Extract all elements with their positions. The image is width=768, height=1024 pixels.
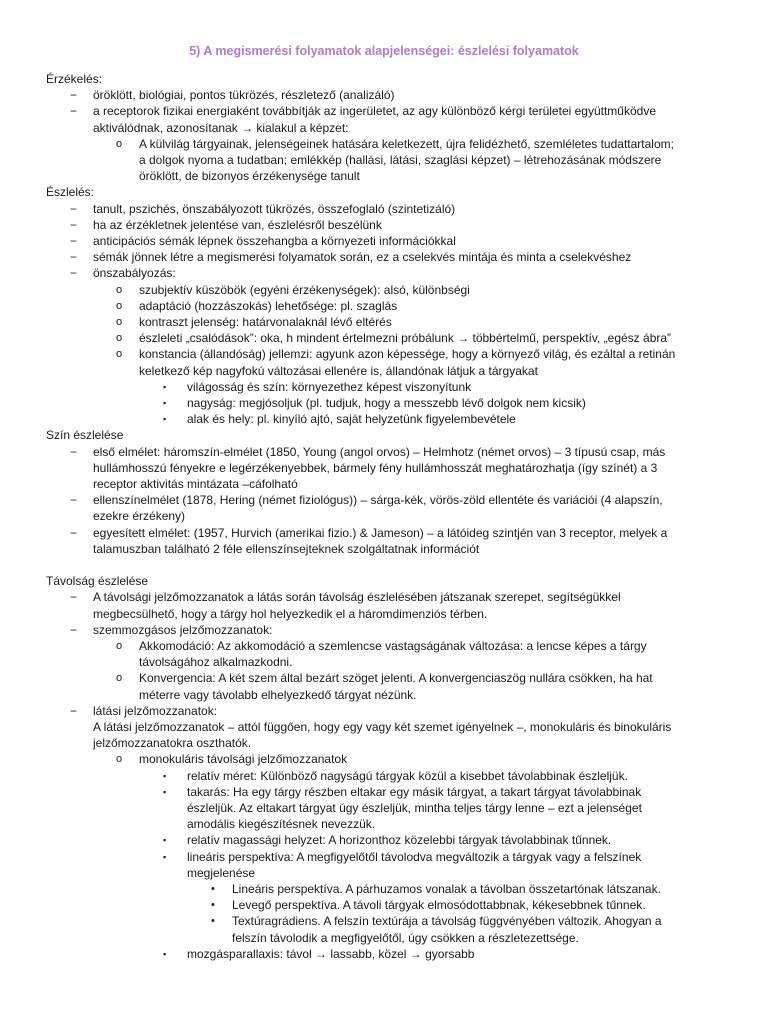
text-line [0, 298, 768, 314]
text-line [0, 687, 768, 703]
text-line [0, 930, 768, 946]
line-text: Textúragrádiens. A felszín textúrája a távolság függvényében változik. Ahogyan a [232, 914, 662, 929]
text-line [0, 282, 768, 298]
text-line [0, 508, 768, 524]
line-text: távolságához alkalmazkodni. [139, 655, 293, 670]
line-text: alak és hely: pl. kinyíló ajtó, saját helyzetünk figyelembevétele [187, 412, 516, 427]
circle-marker: o [116, 332, 123, 345]
text-line [0, 217, 768, 233]
text-line [0, 638, 768, 654]
line-text: megjelenése [187, 865, 256, 880]
square-bullet-icon: ▪ [163, 398, 167, 409]
line-text: egyesített elmélet: (1957, Hurvich (amerikai fizio.) & Jameson) – a látóideg szintjén van 3 receptor, melyek a [93, 525, 668, 540]
line-text: tanult, pszichés, önszabályozott tükrözés, összefoglaló (szintetizáló) [93, 201, 456, 216]
line-text: ezekre érzékeny) [93, 509, 186, 524]
dash-marker: − [70, 590, 78, 605]
text-line [0, 87, 768, 103]
text-line [0, 703, 768, 719]
square-bullet-icon: ▪ [163, 770, 167, 781]
text-line [0, 751, 768, 767]
square-bullet-icon: ▪ [163, 851, 167, 862]
text-line [0, 589, 768, 605]
line-text: konstancia (állandóság) jellemzi: agyunk azon képessége, hogy a környező világ, és ezáltal a retinán [139, 347, 676, 362]
text-line [0, 411, 768, 427]
text-line [0, 476, 768, 492]
text-line [0, 606, 768, 622]
text-line [0, 865, 768, 881]
document-title: 5) A megismerési folyamatok alapjelenségei: észlelési folyamatok [189, 44, 579, 58]
dash-marker: − [70, 266, 78, 281]
text-line [0, 832, 768, 848]
text-line [0, 654, 768, 670]
text-line [0, 622, 768, 638]
line-text: Szín észlelése [46, 428, 124, 443]
square-bullet-icon: ▪ [163, 381, 167, 392]
circle-marker: o [116, 299, 123, 312]
dash-marker: − [70, 201, 78, 216]
text-line [0, 249, 768, 265]
section-heading [0, 427, 768, 443]
text-line [0, 168, 768, 184]
text-line [0, 784, 768, 800]
circle-marker: o [116, 316, 123, 329]
text-line [0, 946, 768, 962]
text-line [0, 492, 768, 508]
line-text: felszín távolodik a megfigyelőtől, úgy csökken a részletezettsége. [232, 930, 579, 945]
text-line [0, 525, 768, 541]
dash-marker: − [70, 217, 78, 232]
dash-marker: − [70, 88, 78, 103]
line-text: talamuszban található 2 féle ellenszínsejteknek szolgáltatnak információt [93, 541, 480, 556]
dash-marker: − [70, 234, 78, 249]
text-line [0, 152, 768, 168]
section-heading [0, 573, 768, 589]
line-text: relatív méret: Különböző nagyságú tárgyak közül a kisebbet távolabbinak észleljük. [187, 768, 628, 783]
circle-marker: o [116, 672, 123, 685]
line-text: mozgásparallaxis: távol → lassabb, közel → gyorsabb [187, 946, 475, 961]
line-text: első elmélet: háromszín-elmélet (1850, Young (angol orvos) – Helmhotz (német orvos) – 3 típusú csap, más [93, 444, 666, 459]
line-text: látási jelzőmozzanatok: [93, 703, 218, 718]
line-text: Érzékelés: [46, 72, 103, 86]
line-text: világosság és szín: környezethez képest viszonyítunk [187, 379, 472, 394]
line-text: Lineáris perspektíva. A párhuzamos vonalak a távolban összetartónak látszanak. [232, 881, 661, 896]
text-line [0, 816, 768, 832]
line-text: sémák jönnek létre a megismerési folyamatok során, ez a cselekvés mintája és minta a cselekvéshez [93, 250, 632, 265]
line-text: szemmozgásos jelzőmozzanatok: [93, 622, 273, 637]
line-text: Távolság észlelése [46, 574, 149, 589]
square-bullet-icon: ▪ [163, 414, 167, 425]
line-text: megbecsülhető, hogy a tárgy hol helyezkedik el a háromdimenziós térben. [93, 606, 488, 621]
line-text: észleleti „csalódások”: oka, h mindent értelmezni próbálunk → többértelmű, perspektív, „egész ábra” [139, 331, 672, 346]
dash-marker: − [70, 444, 78, 459]
text-line [0, 201, 768, 217]
line-text: a dolgok nyoma a tudatban; emlékkép (hallási, látási, szaglási képzet) – létrehozásának módszere [139, 153, 662, 168]
line-text: relatív magassági helyzet: A horizonthoz közelebbi tárgyak távolabbinak tűnnek. [187, 833, 612, 848]
text-line [0, 330, 768, 346]
line-text: jelzőmozzanatokra oszthatók. [93, 736, 252, 751]
circle-marker: o [116, 639, 123, 652]
text-line [0, 897, 768, 913]
bullet-icon: • [211, 915, 215, 928]
text-line [0, 346, 768, 362]
circle-marker: o [116, 753, 123, 766]
dash-marker: − [70, 622, 78, 637]
square-bullet-icon: ▪ [163, 786, 167, 797]
line-text: öröklött, de bizonyos érzékenysége tanult [139, 169, 360, 184]
text-line [0, 103, 768, 119]
text-line [0, 670, 768, 686]
circle-marker: o [116, 283, 123, 296]
line-text: keletkező kép nagyfokú változásai ellenére is, állandónak látjuk a tárgyakat [139, 363, 538, 378]
text-line [0, 265, 768, 281]
line-text: Észlelés: [46, 185, 95, 200]
text-line [0, 314, 768, 330]
line-text: amodális kiegészítésnek nevezzük. [187, 817, 376, 832]
text-line [0, 881, 768, 897]
line-text: receptor aktivitás mintázata –cáfolható [93, 477, 298, 492]
bullet-icon: • [211, 882, 215, 895]
text-line [0, 136, 768, 152]
line-text: észleljük. Az eltakart tárgyat úgy észleljük, mintha teljes tárgy lenne – ezt a jelenséget [187, 800, 642, 815]
line-text: Levegő perspektíva. A távoli tárgyak elmosódottabbnak, kékesebbnek tűnnek. [232, 898, 646, 913]
section-heading [0, 184, 768, 200]
text-line [0, 460, 768, 476]
text-line [0, 735, 768, 751]
line-text: anticipációs sémák lépnek összehangba a környezeti információkkal [93, 234, 456, 249]
line-text: kontraszt jelenség: határvonalaknál lévő eltérés [139, 315, 392, 330]
line-text: hullámhosszú fényekre e legérzékenyebbek, bármely fény hullámhosszát meghatározhatja (így színét) a 3 [93, 460, 658, 475]
text-line [0, 120, 768, 136]
line-text: méterre vagy távolabb elhelyezkedő tárgyat nézünk. [139, 687, 417, 702]
line-text: ellenszínelmélet (1878, Hering (német fiziológus)) – sárga-kék, vörös-zöld ellentéte és variációi (4 alapszín, [93, 493, 663, 508]
section-heading [0, 71, 768, 87]
line-text: ha az érzékletnek jelentése van, észlelésről beszélünk [93, 217, 382, 232]
line-text: Akkomodáció: Az akkomodáció a szemlencse vastagságának változása: a lencse képes a tárgy [139, 638, 647, 653]
line-text: öröklött, biológiai, pontos tükrözés, részletező (analizáló) [93, 88, 395, 103]
dash-marker: − [70, 525, 78, 540]
text-line [0, 849, 768, 865]
dash-marker: − [70, 493, 78, 508]
line-text: A távolsági jelzőmozzanatok a látás során távolság észlelésében játszanak szerepet, segítségükkel [93, 590, 621, 605]
text-line [0, 541, 768, 557]
line-text: A látási jelzőmozzanatok – attól függően, hogy egy vagy két szemet igényelnek –, monokuláris és binokuláris [93, 719, 672, 734]
dash-marker: − [70, 104, 78, 119]
text-line [0, 444, 768, 460]
square-bullet-icon: ▪ [163, 948, 167, 959]
line-text: a receptorok fizikai energiaként továbbítják az ingerületet, az agy különböző kérgi területei együttműködve [93, 104, 656, 119]
text-line [0, 800, 768, 816]
line-text: takarás: Ha egy tárgy részben eltakar egy másik tárgyat, a takart tárgyat távolabbinak [187, 784, 642, 799]
line-text: monokuláris távolsági jelzőmozzanatok [139, 752, 348, 767]
circle-marker: o [116, 348, 123, 361]
document-body [0, 71, 768, 962]
line-text: önszabályozás: [93, 266, 176, 281]
dash-marker: − [70, 703, 78, 718]
text-line [0, 768, 768, 784]
text-line [0, 913, 768, 929]
dash-marker: − [70, 250, 78, 265]
line-text: Konvergencia: A két szem által bezárt szöget jelenti. A konvergenciaszög nullára csökken, ha hat [139, 671, 653, 686]
line-text: aktiválódnak, azonosítanak → kialakul a képzet: [93, 120, 349, 135]
spacer [0, 557, 768, 573]
text-line [0, 363, 768, 379]
line-text: adaptáció (hozzászokás) lehetősége: pl. szaglás [139, 298, 398, 313]
text-line [0, 719, 768, 735]
line-text: nagyság: megjósoljuk (pl. tudjuk, hogy a messzebb lévő dolgok nem kicsik) [187, 396, 586, 411]
text-line [0, 379, 768, 395]
text-line [0, 395, 768, 411]
line-text: szubjektív küszöbök (egyéni érzékenységek): alsó, különbségi [139, 282, 470, 297]
line-text: lineáris perspektíva: A megfigyelőtől távolodva megváltozik a tárgyak vagy a felszínek [187, 849, 642, 864]
line-text: A külvilág tárgyainak, jelenségeinek hatására keletkezett, újra felidézhető, szemléletes tudattartalom; [139, 136, 674, 151]
circle-marker: o [116, 137, 123, 150]
bullet-icon: • [211, 899, 215, 912]
text-line [0, 233, 768, 249]
square-bullet-icon: ▪ [163, 835, 167, 846]
